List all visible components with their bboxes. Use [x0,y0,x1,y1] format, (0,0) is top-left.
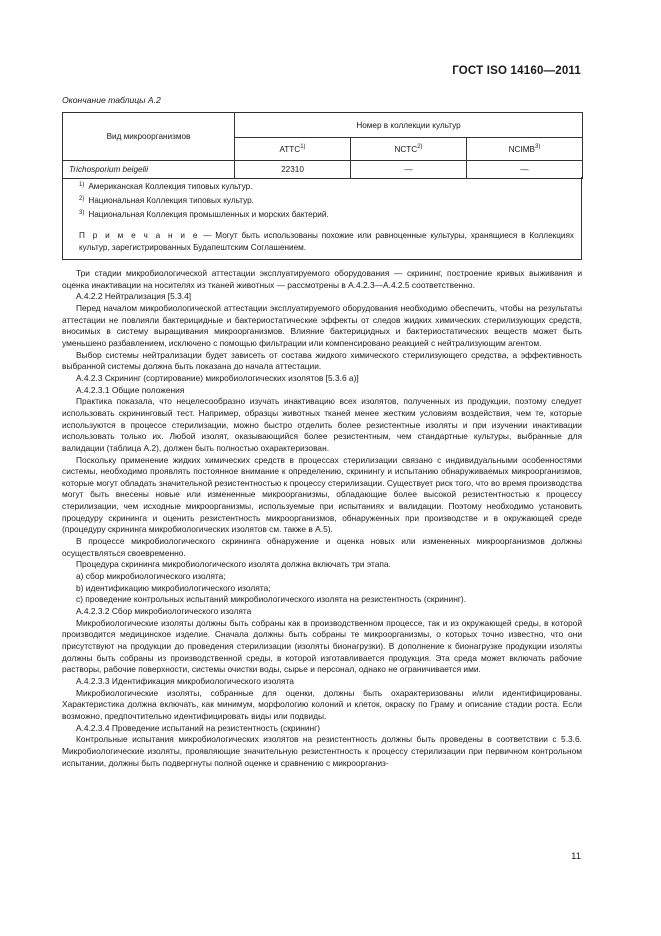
table-caption: Окончание таблицы А.2 [62,95,161,105]
footnote: $^{3)}$ Национальная Коллекция промышленных и морских бактерий. [79,210,329,219]
section-heading: А.4.2.3 Скрининг (сортирование) микробиологических изолятов [5.3.6 а)] [76,372,359,383]
paragraph: Практика показала, что нецелесообразно изучать инактивацию всех изолятов, полученных из продукции, поэтому следует использовать скрининговый тест. Например, образцы животных тканей менее жестким условиям воздействия, чем те, которые используются в процессе стерилизации, можно быстро отделить более резистентные изоляты и при изучении инактивации использовать только их. Любой изолят, оказывающийся более резистентным, чем стандартные культуры, выбранные для валидации (таблица А.2), должен быть полностью охарактеризован. [62,396,582,453]
header-ncimb: NCIMB$^{3)}$ [467,138,583,161]
page-number: 11 [571,851,581,862]
section-heading: А.4.2.3.1 Общие положения [76,384,185,395]
paragraph: Микробиологические изоляты должны быть собраны как в производственном процессе, так и из окружающей среды, в которой производится медицинское изделие. Сначала должны быть собраны те микроорганизмы, о которых точно известно, что они присутствуют на продукции до проведения стерилизации (изоляты бионагрузки). В дополнение к бионагрузке продукции изоляты должны быть собраны из производственной среды, в которой изготавливается продукция. Эта среда может включать рабочие растворы, рабочие поверхности, системы очистки воды, сырье и персонал, однако не ограничивается ими. [62,617,582,675]
body-text [62,268,582,769]
section-heading: А.4.2.2 Нейтрализация [5.3.4] [76,291,192,302]
ncimb-cell: — [467,161,583,179]
paragraph: Три стадии микробиологической аттестации эксплуатируемого оборудования — скрининг, построение кривых выживания и оценка инактивации на носителях из тканей животных — рассмотрены в А.4.2.3—А.4.2.5 соответственно. [62,268,582,290]
paragraph: Процедура скрининга микробиологического изолята должна включать три этапа. [76,559,391,570]
header-nctc: NCTC$^{2)}$ [351,138,467,161]
species-cell: Trichosporium beigelii [63,161,235,179]
nctc-cell: — [351,161,467,179]
footnote: $^{2)}$ Национальная Коллекция типовых культур. [79,196,254,205]
footnote: $^{1)}$ Американская Коллекция типовых культур. [79,182,253,191]
paragraph: Контрольные испытания микробиологических изолятов на резистентность должны быть проведены в соответствии с 5.3.6. Микробиологические изоляты, проявляющие значительную резистентность к процессу стерилизации при первичном контрольном испытании, должны быть подвергнуты полной оценке и сравнению с микроорганиз- [62,734,582,768]
header-collection-number: Номер в коллекции культур [235,113,583,138]
section-heading: А.4.2.3.4 Проведение испытаний на резистентность (скрининг) [76,722,321,733]
header-attc: ATTC$^{1)}$ [235,138,351,161]
list-item: a) сбор микробиологического изолята; [76,571,226,582]
attc-cell: 22310 [235,161,351,179]
paragraph: Микробиологические изоляты, собранные для оценки, должны быть охарактеризованы и/или идентифицированы. Характеристика должна включать, как минимум, морфологию колоний и клеток, окраску по Граму и описание стадии роста. Если возможно, предпочтительно идентифицировать виды или подвиды. [62,687,582,721]
table-footnotes [62,177,582,260]
paragraph: Выбор системы нейтрализации будет зависеть от состава жидкого химического стерилизующего средства, а эффективность выбранной системы должна быть показана до начала аттестации. [62,349,582,372]
culture-collection-table [62,112,583,179]
section-heading: А.4.2.3.2 Сбор микробиологического изолята [76,606,252,617]
document-id: ГОСТ ISO 14160—2011 [452,65,581,77]
header-species: Вид микроорганизмов [63,113,235,161]
section-heading: А.4.2.3.3 Идентификация микробиологического изолята [76,675,294,686]
paragraph: Перед началом микробиологической аттестации эксплуатируемого оборудования необходимо обеспечить, чтобы на результаты аттестации не повлияли бактерицидные и бактериостатические эффекты от следов жидких химических стерилизующих средств, вносимых в систему выращивания микроорганизмов. Влияние бактерицидных и бактериостатических веществ может быть уменьшено разбавлением, исключено с помощью фильтрации или компенсировано реакцией с нейтрализующим агентом. [62,302,582,348]
paragraph: Поскольку применение жидких химических средств в процессах стерилизации связано с индивидуальными особенностями системы, необходимо проявлять постоянное внимание к определению, скринингу и испытанию обнаруживаемых микроорганизмов, которые могут обладать значительной резистентностью к процессу стерилизации. Существует риск того, что во время производства могут быть внесены новые или измененные микроорганизмы, обладающие более высокой резистентностью к процессу стерилизации, чем исходные микроорганизмы, используемые при испытаниях и валидации. Поэтому необходимо установить процедуру скрининга и оценить резистентность микроорганизмов, обнаруженных при производстве и в окружающей среде (процедуру скрининга микробиологических изолятов см. также в А.5). [62,454,582,535]
list-item: b) идентификацию микробиологического изолята; [76,582,271,593]
table-note: П р и м е ч а н и е — Могут быть использованы похожие или равноценные культуры, хранящиеся в Коллекциях культур, зарегистрированных Будапештским Соглашением. [79,231,574,252]
table-row [63,161,583,179]
list-item: c) проведение контрольных испытаний микробиологического изолята на резистентность (скрининг). [76,594,466,605]
paragraph: В процессе микробиологического скрининга обнаружение и оценка новых или измененных микроорганизмов должны осуществляться своевременно. [62,536,582,558]
